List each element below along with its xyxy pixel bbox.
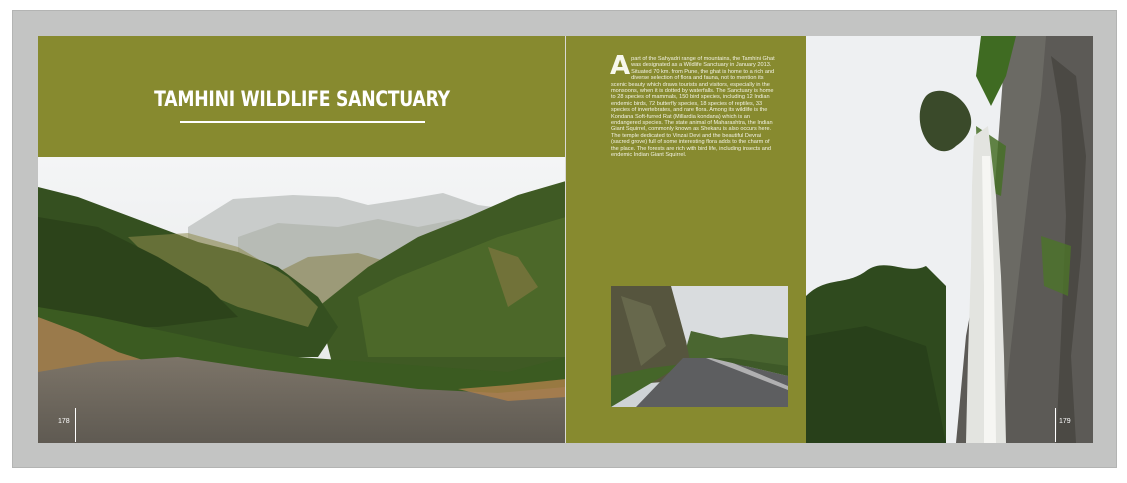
mountain-valley-photo <box>38 157 566 443</box>
drop-cap: A <box>610 51 631 81</box>
page-title: TAMHINI WILDLIFE SANCTUARY <box>154 87 450 111</box>
left-page <box>38 36 566 443</box>
page-number-divider-right <box>1055 408 1056 442</box>
text-column <box>566 36 806 443</box>
page-number-divider <box>75 408 76 442</box>
title-underline <box>180 121 425 123</box>
title-band <box>38 36 566 157</box>
page-number-left: 178 <box>58 418 70 425</box>
right-page <box>566 36 1093 443</box>
ghat-road-photo <box>611 286 788 407</box>
waterfall-photo <box>806 36 1093 443</box>
document-viewer <box>12 10 1117 468</box>
body-text: part of the Sahyadri range of mountains, the Tamhini Ghat was designated as a Wildlife Sanctuary in January 2013. Situated 70 km. from Pune, the ghat is home to a rich and diverse selection of flora and fauna, not to mention its scenic beauty which draws tourists and visitors, especially in the monsoons, when it is dotted by waterfalls. The Sanctuary is home to 28 species of mammals, 150 bird species, including 12 Indian endemic birds, 72 butterfly species, 18 species of reptiles, 33 species of invertebrates, and rare flora. Among its wildlife is the Kondana Soft-furred Rat (Millardia kondana) which is an endangered species. The state animal of Maharashtra, the Indian Giant Squirrel, commonly known as Shekaru is also occurs here. The temple dedicated to Vinzai Devi and the beautiful Devrai (sacred grove) full of some interesting flora adds to the charm of the place. The forests are rich with bird life, including insects and endemic Indian Giant Squirrel. <box>611 56 775 159</box>
page-number-right: 179 <box>1059 418 1071 425</box>
body-paragraph <box>610 51 776 159</box>
book-spread <box>38 36 1093 443</box>
